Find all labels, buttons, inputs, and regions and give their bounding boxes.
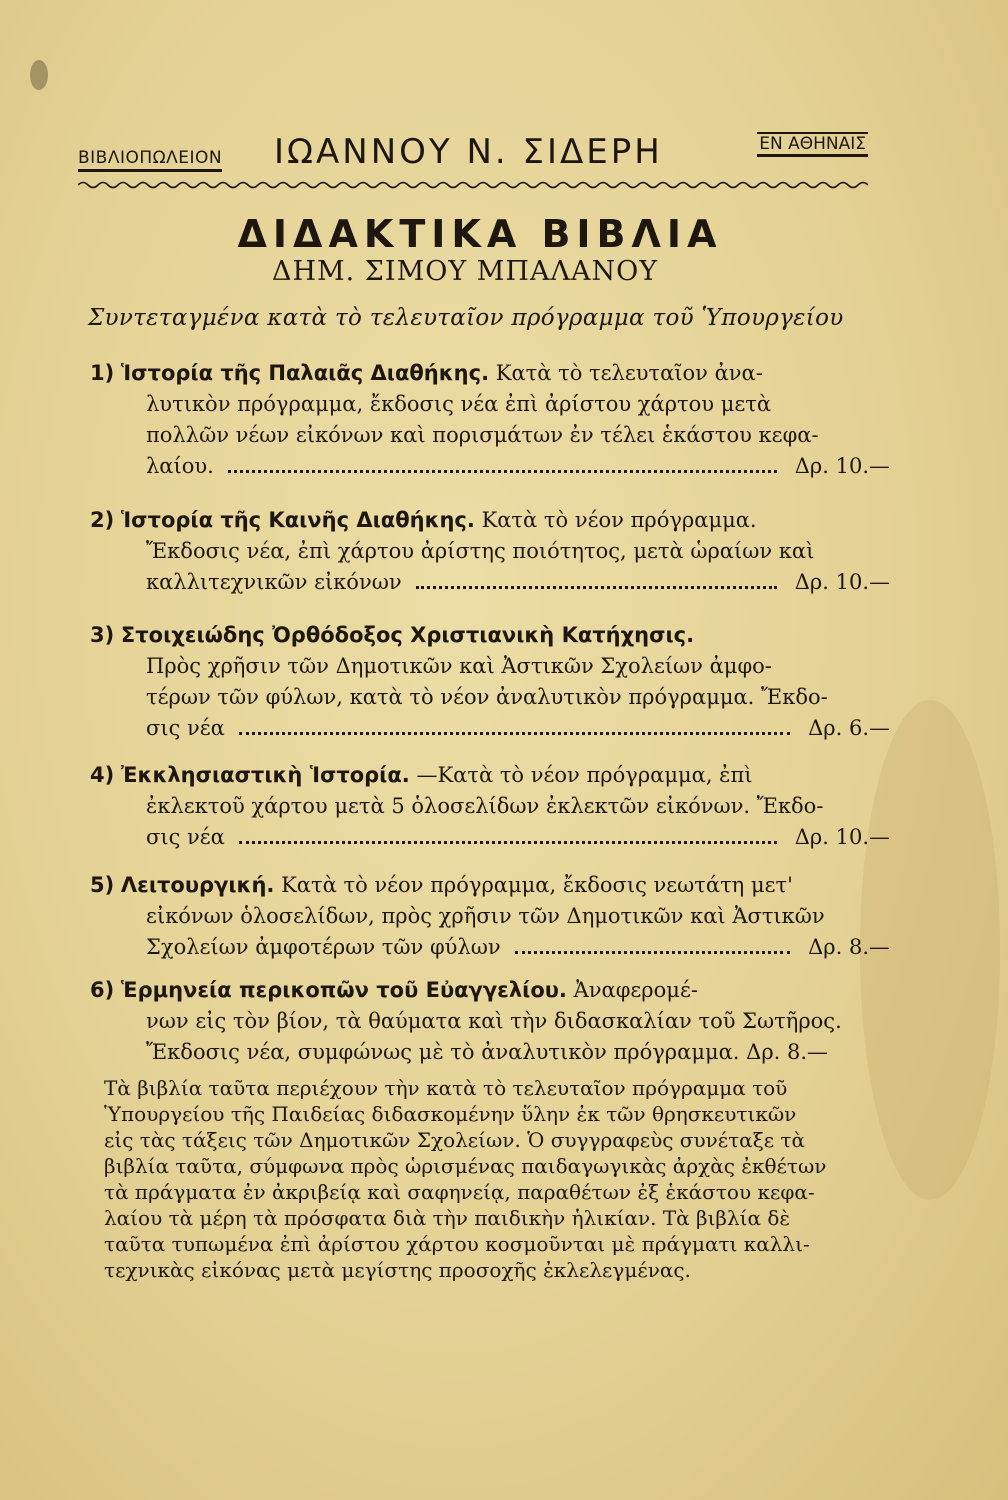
book-entry — [90, 975, 890, 1068]
book-entry — [90, 358, 890, 482]
entry-heading: Ἱστορία τῆς Παλαιᾶς Διαθήκης. — [120, 361, 490, 385]
dot-leader — [416, 586, 777, 589]
publisher-header — [78, 128, 868, 180]
entry-price: Δρ. 10.— — [794, 825, 890, 849]
dot-leader — [515, 951, 790, 954]
entry-number: 3) — [90, 623, 115, 647]
entry-heading: Στοιχειώδης Ὀρθόδοξος Χριστιανικὴ Κατήχησις. — [120, 623, 695, 647]
closing-line: τὰ πράγματα ἐν ἀκριβείᾳ καὶ σαφηνείᾳ, παραθέτων ἐξ ἑκάστου κεφα- — [104, 1180, 815, 1204]
entry-line: Ἔκδοσις νέα, συμφώνως μὲ τὸ ἀναλυτικὸν πρόγραμμα. Δρ. 8.— — [146, 1040, 829, 1064]
entry-first-line — [90, 358, 890, 389]
entry-heading: Ἱστορία τῆς Καινῆς Διαθήκης. — [120, 508, 475, 532]
entry-first-text: Κατὰ τὸ τελευταῖον ἀνα- — [495, 361, 763, 385]
publisher-name: ΙΩΑΝΝΟΥ Ν. ΣΙΔΕΡΗ — [274, 132, 663, 172]
closing-line: τεχνικὰς εἰκόνας μετὰ μεγίστης προσοχῆς ἐκλελεγμένας. — [104, 1258, 691, 1282]
wavy-rule — [78, 180, 868, 190]
entry-last-text: καλλιτεχνικῶν εἰκόνων — [146, 570, 402, 594]
entry-last-text: λαίου. — [146, 454, 214, 478]
book-entry — [90, 870, 890, 963]
entry-price: Δρ. 10.— — [794, 570, 890, 594]
page-title: ΔΙΔΑΚΤΙΚΑ ΒΙΒΛΙΑ — [237, 212, 723, 256]
closing-line: εἰς τὰς τάξεις τῶν Δημοτικῶν Σχολείων. Ὁ συγγραφεὺς συνέταξε τὰ — [104, 1128, 805, 1152]
entry-line: εἰκόνων ὁλοσελίδων, πρὸς χρῆσιν τῶν Δημοτικῶν καὶ Ἀστικῶν — [146, 904, 825, 928]
entry-first-text: Ἀναφερομέ- — [573, 978, 698, 1002]
book-entry — [90, 620, 890, 744]
entry-first-line — [90, 870, 890, 901]
entry-last-text: σις νέα — [146, 825, 225, 849]
entry-price-line — [90, 713, 890, 744]
closing-line: λαίου τὰ μέρη τὰ πρόσφατα διὰ τὴν παιδικὴν ἡλικίαν. Τὰ βιβλία δὲ — [104, 1206, 791, 1230]
entry-number: 1) — [90, 361, 115, 385]
entry-number: 6) — [90, 978, 115, 1002]
dot-leader — [239, 732, 790, 735]
entry-price: Δρ. 8.— — [808, 935, 890, 959]
entry-line: πολλῶν νέων εἰκόνων καὶ πορισμάτων ἐν τέλει ἑκάστου κεφα- — [146, 423, 819, 447]
page-subtitle: Συντεταγμένα κατὰ τὸ τελευταῖον πρόγραμμα τοῦ Ὑπουργείου — [88, 305, 844, 331]
entry-first-text: Κατὰ τὸ νέον πρόγραμμα, ἔκδοσις νεωτάτη μετ' — [281, 873, 793, 897]
book-entry — [90, 505, 890, 598]
entry-number: 4) — [90, 763, 115, 787]
closing-line: Ὑπουργείου τῆς Παιδείας διδασκομένην ὕλην ἐκ τῶν θρησκευτικῶν — [104, 1102, 797, 1126]
entry-first-text: —Κατὰ τὸ νέον πρόγραμμα, ἐπὶ — [416, 763, 753, 787]
entry-line: Ἔκδοσις νέα, ἐπὶ χάρτου ἀρίστης ποιότητος, μετὰ ὡραίων καὶ — [146, 539, 815, 563]
dot-leader — [239, 841, 777, 844]
entry-line: ἐκλεκτοῦ χάρτου μετὰ 5 ὁλοσελίδων ἐκλεκτῶν εἰκόνων. Ἔκδο- — [146, 794, 824, 818]
book-entry — [90, 760, 890, 853]
entry-first-line — [90, 975, 890, 1006]
entry-line: τέρων τῶν φύλων, κατὰ τὸ νέον ἀναλυτικὸν πρόγραμμα. Ἔκδο- — [146, 685, 828, 709]
entry-price-line — [90, 451, 890, 482]
entry-last-text: Σχολείων ἀμφοτέρων τῶν φύλων — [146, 935, 501, 959]
location-label: ΕΝ ΑΘΗΝΑΙΣ — [757, 132, 868, 157]
bookstore-label: ΒΙΒΛΙΟΠΩΛΕΙΟΝ — [78, 148, 222, 172]
entry-first-text: Κατὰ τὸ νέον πρόγραμμα. — [481, 508, 757, 532]
entry-first-line — [90, 505, 890, 536]
entry-heading: Ἑρμηνεία περικοπῶν τοῦ Εὐαγγελίου. — [120, 978, 567, 1002]
entry-first-line — [90, 620, 890, 651]
closing-line: ταῦτα τυπωμένα ἐπὶ ἀρίστου χάρτου κοσμοῦνται μὲ πράγματι καλλι- — [104, 1232, 810, 1256]
entry-price: Δρ. 10.— — [794, 454, 890, 478]
entry-last-text: σις νέα — [146, 716, 225, 740]
entry-price-line — [90, 932, 890, 963]
entry-price: Δρ. 6.— — [808, 716, 890, 740]
closing-line: Τὰ βιβλία ταῦτα περιέχουν τὴν κατὰ τὸ τελευταῖον πρόγραμμα τοῦ — [104, 1076, 788, 1100]
entry-first-line — [90, 760, 890, 791]
entry-number: 5) — [90, 873, 115, 897]
closing-line: βιβλία ταῦτα, σύμφωνα πρὸς ὡρισμένας παιδαγωγικὰς ἀρχὰς ἐκθέτων — [104, 1154, 827, 1178]
entry-price-line — [90, 822, 890, 853]
paper-stain — [30, 60, 48, 90]
dot-leader — [228, 470, 777, 473]
entry-line: λυτικὸν πρόγραμμα, ἔκδοσις νέα ἐπὶ ἀρίστου χάρτου μετὰ — [146, 392, 772, 416]
entry-heading: Λειτουργική. — [120, 873, 275, 897]
entry-line: Πρὸς χρῆσιν τῶν Δημοτικῶν καὶ Ἀστικῶν Σχολείων ἀμφο- — [146, 654, 772, 678]
author-name: ΔΗΜ. ΣΙΜΟΥ ΜΠΑΛΑΝΟΥ — [271, 256, 659, 287]
entry-price-line — [90, 567, 890, 598]
entry-number: 2) — [90, 508, 115, 532]
entry-line: νων εἰς τὸν βίον, τὰ θαύματα καὶ τὴν διδασκαλίαν τοῦ Σωτῆρος. — [146, 1009, 842, 1033]
closing-paragraph — [104, 1075, 894, 1283]
entry-heading: Ἐκκλησιαστικὴ Ἱστορία. — [120, 763, 410, 787]
